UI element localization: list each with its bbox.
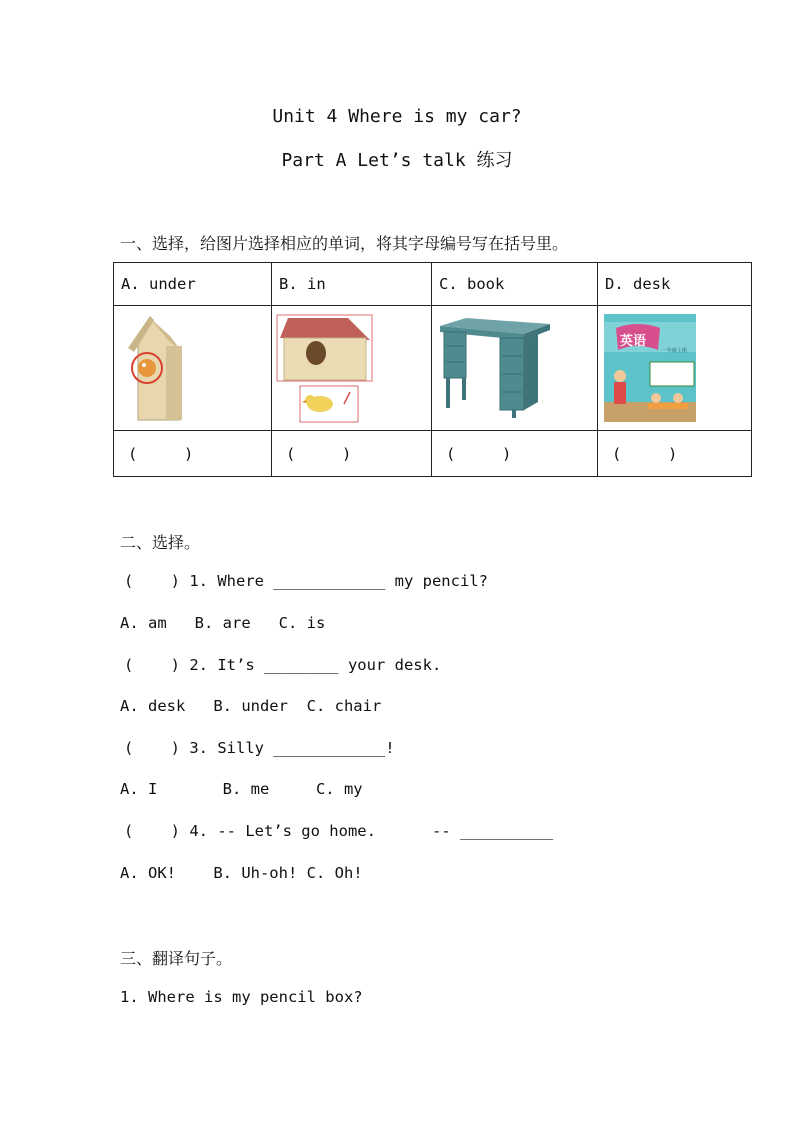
- english-book-image: [598, 306, 752, 430]
- picture-cell-4: [598, 306, 752, 431]
- bird-in-birdhouse-image: [114, 306, 272, 430]
- picture-cell-1: [114, 306, 272, 431]
- option-a-cell: A. under: [114, 263, 272, 306]
- bird-under-box-image: [272, 306, 432, 430]
- question-4-options: A. OK! B. Uh-oh! C. Oh!: [120, 864, 363, 882]
- question-4: ( ) 4. -- Let’s go home. -- __________: [124, 822, 554, 840]
- worksheet-subtitle: Part A Let’s talk 练习: [281, 150, 513, 171]
- book-cover-title: 英语: [620, 334, 647, 349]
- question-2-options: A. desk B. under C. chair: [120, 697, 382, 715]
- translation-sentence-1: 1. Where is my pencil box?: [120, 988, 363, 1006]
- option-c-cell: C. book: [432, 263, 598, 306]
- section3-heading: 三、翻译句子。: [120, 949, 233, 968]
- answer-blank-1[interactable]: ( ): [114, 431, 272, 477]
- worksheet-title: Unit 4 Where is my car?: [272, 106, 522, 127]
- section1-heading: 一、选择，给图片选择相应的单词，将其字母编号写在括号里。: [120, 234, 569, 253]
- book-cover-subtitle: 一年级上册: [662, 348, 688, 354]
- section2-heading: 二、选择。: [120, 533, 201, 552]
- answer-blank-2[interactable]: ( ): [272, 431, 432, 477]
- answer-blank-4[interactable]: ( ): [598, 431, 752, 477]
- question-1: ( ) 1. Where ____________ my pencil?: [124, 572, 488, 590]
- answer-blank-3[interactable]: ( ): [432, 431, 598, 477]
- option-b-cell: B. in: [272, 263, 432, 306]
- option-d-cell: D. desk: [598, 263, 752, 306]
- picture-cell-2: [272, 306, 432, 431]
- question-3: ( ) 3. Silly ____________!: [124, 739, 395, 757]
- question-2: ( ) 2. It’s ________ your desk.: [124, 656, 442, 674]
- desk-image: [432, 306, 598, 430]
- question-1-options: A. am B. are C. is: [120, 614, 326, 632]
- picture-matching-table: [113, 262, 752, 477]
- picture-cell-3: [432, 306, 598, 431]
- question-3-options: A. I B. me C. my: [120, 780, 363, 798]
